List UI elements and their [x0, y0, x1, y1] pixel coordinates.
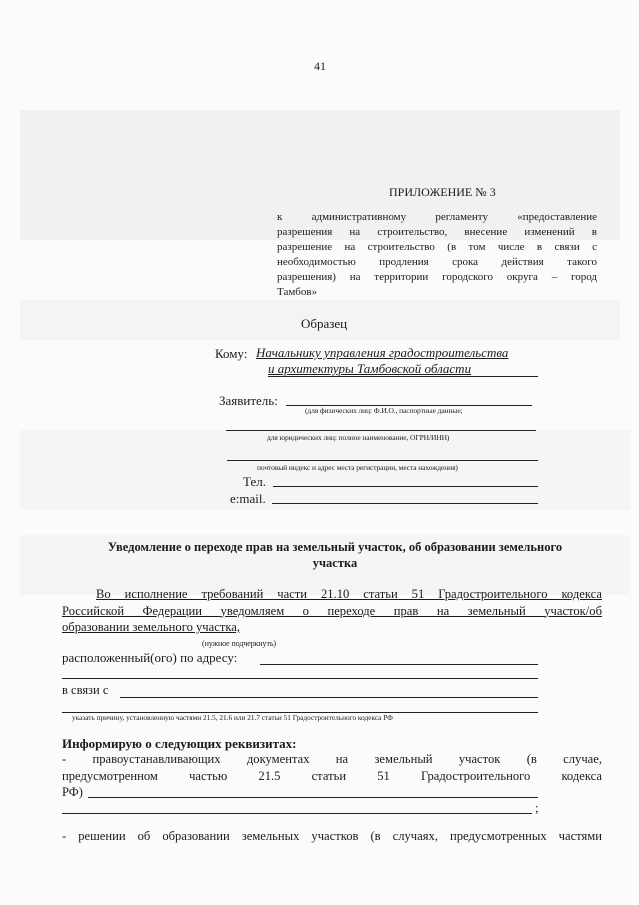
page-number: 41: [314, 59, 326, 73]
notice-heading: [50, 539, 620, 571]
details-field[interactable]: [88, 797, 538, 798]
appendix-line: необходимостью продления срока действия такого: [277, 256, 597, 268]
details-heading: Информирую о следующих реквизитах:: [62, 736, 297, 751]
appendix-line: разрешения) на территории городского округа – город: [277, 271, 597, 283]
recipient-label: Кому:: [215, 346, 248, 361]
appendix-text: [277, 210, 597, 300]
reason-label: в связи с: [62, 683, 109, 697]
appendix-title: ПРИЛОЖЕНИЕ № 3: [389, 185, 496, 199]
appendix-line: Тамбов»: [277, 286, 318, 298]
details-line: РФ): [62, 785, 83, 799]
applicant-field-line-2[interactable]: [226, 430, 536, 431]
address-field-2[interactable]: [62, 678, 538, 679]
reason-field[interactable]: [120, 697, 538, 698]
body-line: Во исполнение требований части 21.10 статьи 51 Градостроительного кодекса: [96, 587, 602, 601]
sample-label: Образец: [301, 316, 348, 331]
details-line: - правоустанавливающих документах на земельный участок (в случае,: [62, 752, 602, 766]
appendix-line: разрешения на строительство, внесение изменений в: [277, 226, 597, 238]
applicant-hint-address: почтовый индекс и адрес места регистрации, места нахождения): [257, 463, 458, 472]
recipient-line-2: и архитектуры Тамбовской области: [268, 361, 472, 376]
applicant-field-line-3[interactable]: [227, 460, 538, 461]
recipient-underline: [268, 376, 538, 377]
body-line: Российской Федерации уведомляем о переходе прав на земельный участок/об: [62, 603, 602, 618]
address-label: расположенный(ого) по адресу:: [62, 650, 238, 665]
appendix-line: к административному регламенту «предоставление: [277, 211, 597, 223]
details-field-2[interactable]: [62, 813, 532, 814]
details-line: предусмотренном частью 21.5 статьи 51 Градостроительного кодекса: [62, 768, 602, 783]
notice-body: [62, 586, 602, 636]
phone-label: Тел.: [243, 474, 266, 489]
appendix-line: разрешение на строительство (в том числе в связи с: [277, 241, 597, 253]
applicant-hint-physical: (для физических лиц: Ф.И.О., паспортные данные;: [305, 406, 463, 415]
underline-hint: (нужное подчеркнуть): [202, 639, 276, 648]
notice-heading-line: участка: [312, 556, 358, 570]
applicant-hint-legal: для юридических лиц: полное наименование, ОГРН/ИНН): [267, 433, 450, 442]
reason-hint: указать причину, установленную частями 21.5, 21.6 или 21.7 статьи 51 Градостроительного кодекса РФ: [72, 713, 393, 722]
details-semicolon: ;: [535, 800, 539, 815]
recipient-line-1: Начальнику управления градостроительства: [256, 345, 509, 360]
address-field[interactable]: [260, 664, 538, 665]
applicant-label: Заявитель:: [219, 393, 278, 408]
details-item-2: - решении об образовании земельных участков (в случаях, предусмотренных частями: [62, 829, 602, 843]
email-field[interactable]: [272, 503, 538, 504]
email-label: e:mail.: [230, 491, 266, 506]
notice-heading-line: Уведомление о переходе прав на земельный участок, об образовании земельного: [107, 540, 563, 554]
details-item-1: [62, 751, 602, 801]
phone-field[interactable]: [273, 486, 538, 487]
body-line: образовании земельного участка,: [62, 620, 240, 634]
